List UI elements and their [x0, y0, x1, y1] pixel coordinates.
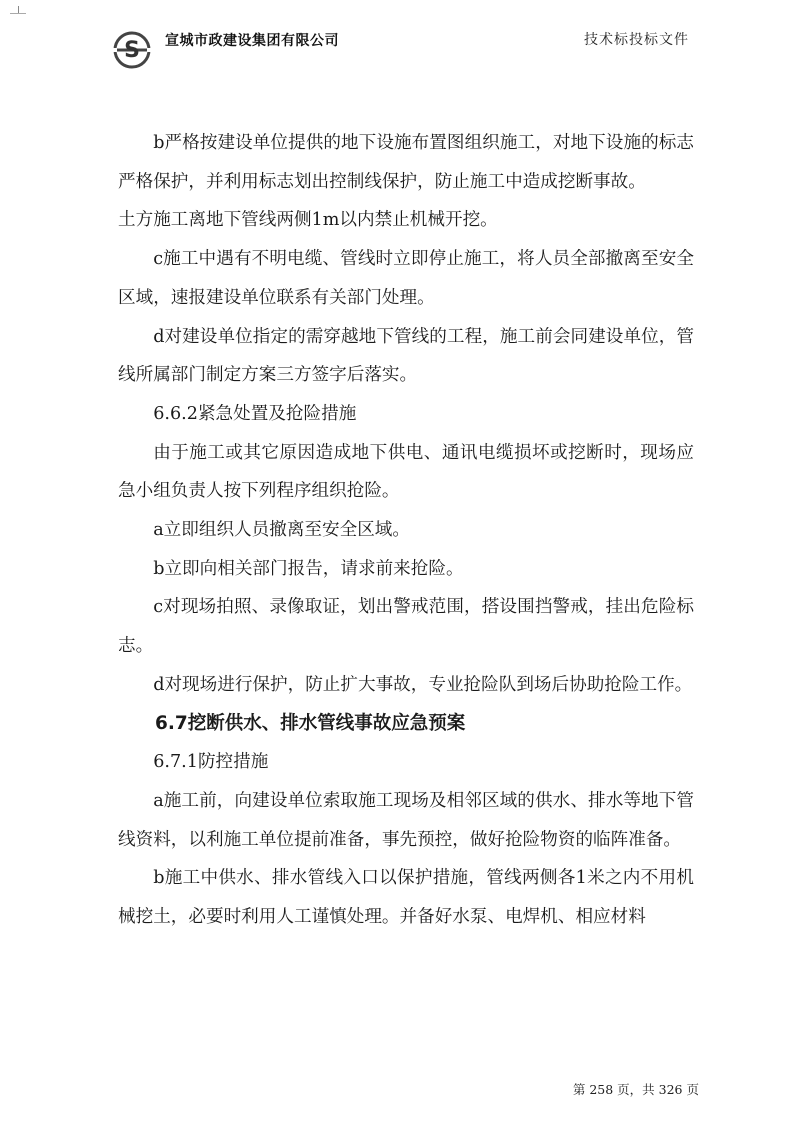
paragraph: a施工前，向建设单位索取施工现场及相邻区域的供水、排水等地下管线资料，以利施工单位提前准备，事先预控，做好抢险物资的临阵准备。 [118, 790, 694, 850]
paragraph: d对现场进行保护，防止扩大事故，专业抢险队到场后协助抢险工作。 [153, 674, 693, 695]
section-subheading: 6.6.2紧急处置及抢险措施 [153, 403, 357, 424]
paragraph: a立即组织人员撤离至安全区域。 [153, 520, 410, 541]
paragraph: c施工中遇有不明电缆、管线时立即停止施工，将人员全部撤离至安全区域，速报建设单位联系有关部门处理。 [118, 249, 694, 308]
section-heading: 6.7挖断供水、排水管线事故应急预案 [155, 712, 466, 734]
document-body [118, 124, 694, 937]
page-header [113, 27, 703, 73]
section-subheading: 6.7.1防控措施 [153, 752, 269, 773]
paragraph: c对现场拍照、录像取证，划出警戒范围，搭设围挡警戒，挂出危险标志。 [118, 597, 694, 657]
paragraph: 土方施工离地下管线两侧1m以内禁止机械开挖。 [118, 210, 498, 231]
document-type-label: 技术标投标文件 [584, 32, 689, 48]
paragraph: b立即向相关部门报告，请求前来抢险。 [153, 558, 464, 579]
corner-crop-mark-horizontal [10, 13, 26, 14]
company-logo-icon [113, 31, 151, 69]
page-number-footer: 第 258 页，共 326 页 [572, 1082, 699, 1097]
company-name: 宣城市政建设集团有限公司 [165, 33, 339, 49]
paragraph: 由于施工或其它原因造成地下供电、通讯电缆损坏或挖断时，现场应急小组负责人按下列程序组织抢险。 [118, 442, 694, 502]
paragraph: d对建设单位指定的需穿越地下管线的工程，施工前会同建设单位，管线所属部门制定方案三方签字后落实。 [118, 326, 694, 386]
paragraph: b施工中供水、排水管线入口以保护措施，管线两侧各1米之内不用机械挖土，必要时利用人工谨慎处理。并备好水泵、电焊机、相应材料 [118, 868, 694, 928]
paragraph: b严格按建设单位提供的地下设施布置图组织施工，对地下设施的标志严格保护，并利用标志划出控制线保护，防止施工中造成挖断事故。 [118, 133, 694, 192]
logo-letter: S [124, 38, 140, 63]
